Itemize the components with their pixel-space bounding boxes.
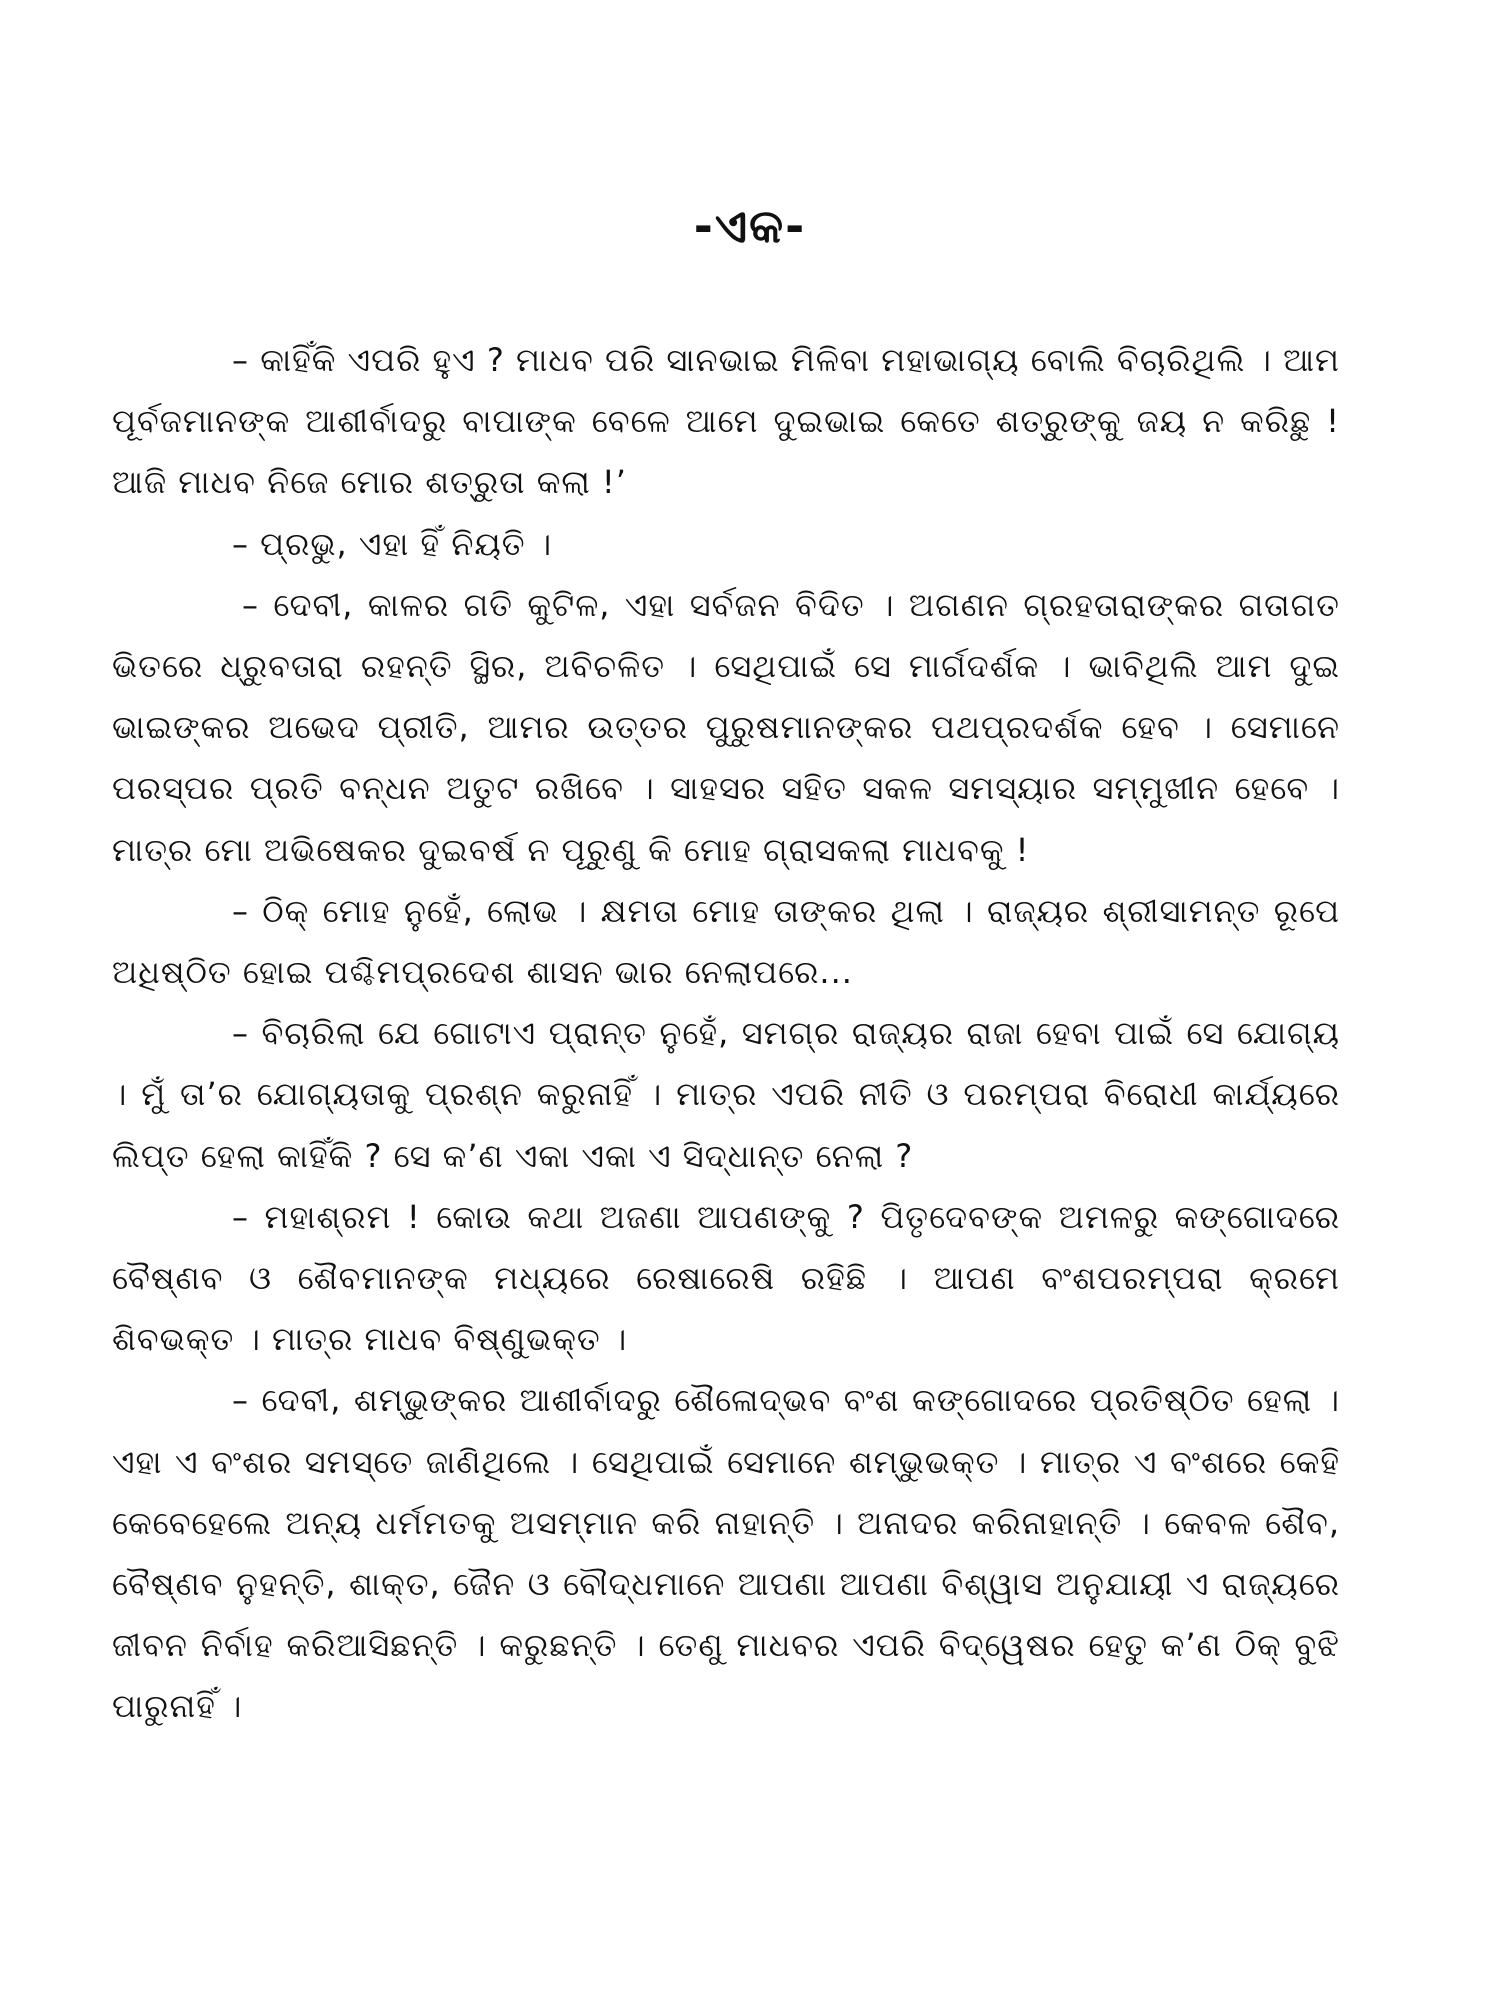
paragraph-5: – ବିଚାରିଲା ଯେ ଗୋଟାଏ ପ୍ରାନ୍ତ ନୁହେଁ, ସମଗ୍ର ରାଜ୍ୟର ରାଜା ହେବା ପାଇଁ ସେ ଯୋଗ୍ୟ । ମୁଁ ତା’ର ଯୋଗ୍ୟତାକୁ ପ୍ରଶ୍ନ କରୁନାହିଁ । ମାତ୍ର ଏପରି ନୀତି ଓ ପରମ୍ପରା ବିରୋଧୀ କାର୍ଯ୍ୟରେ ଲିପ୍ତ ହେଲା କାହିଁକି ? ସେ କ’ଣ ଏକା ଏକା ଏ ସିଦ୍ଧାନ୍ତ ନେଲା ? xyxy=(112,1014,1340,1175)
paragraph-3: – ଦେବୀ, କାଳର ଗତି କୁଟିଳ, ଏହା ସର୍ବଜନ ବିଦିତ । ଅଗଣନ ଗ୍ରହତାରାଙ୍କର ଗତାଗତ ଭିତରେ ଧ୍ରୁବତାରା ରହନ୍ତି ସ୍ଥିର, ଅବିଚଳିତ । ସେଥିପାଇଁ ସେ ମାର୍ଗଦର୍ଶକ । ଭାବିଥିଲି ଆମ ଦୁଇ ଭାଇଙ୍କର ଅଭେଦ ପ୍ରୀତି, ଆମର ଉତ୍ତର ପୁରୁଷମାନଙ୍କର ପଥପ୍ରଦର୍ଶକ ହେବ । ସେମାନେ ପରସ୍ପର ପ୍ରତି ବନ୍ଧନ ଅତୁଟ ରଖିବେ । ସାହସର ସହିତ ସକଳ ସମସ୍ୟାର ସମ୍ମୁଖୀନ ହେବେ । ମାତ୍ର ମୋ ଅଭିଷେକର ଦୁଇବର୍ଷ ନ ପୂରୁଣୁ କି ମୋହ ଗ୍ରାସକଲା ମାଧବକୁ ! xyxy=(112,585,1340,869)
chapter-heading: -ଏକ- xyxy=(693,199,807,253)
paragraph-4: – ଠିକ୍ ମୋହ ନୁହେଁ, ଲୋଭ । କ୍ଷମତା ମୋହ ତାଙ୍କର ଥିଲା । ରାଜ୍ୟର ଶ୍ରୀସାମନ୍ତ ରୂପେ ଅଧିଷ୍ଠିତ ହୋଇ ପଶ୍ଚିମପ୍ରଦେଶ ଶାସନ ଭାର ନେଲାପରେ... xyxy=(112,891,1340,992)
paragraph-7: – ଦେବୀ, ଶମ୍ଭୁଙ୍କର ଆଶୀର୍ବାଦରୁ ଶୈଳୋଦ୍ଭବ ବଂଶ କଙ୍ଗୋଦରେ ପ୍ରତିଷ୍ଠିତ ହେଲା । ଏହା ଏ ବଂଶର ସମସ୍ତେ ଜାଣିଥିଲେ । ସେଥିପାଇଁ ସେମାନେ ଶମ୍ଭୁଭକ୍ତ । ମାତ୍ର ଏ ବଂଶରେ କେହି କେବେହେଲେ ଅନ୍ୟ ଧର୍ମମତକୁ ଅସମ୍ମାନ କରି ନାହାନ୍ତି । ଅନାଦର କରିନାହାନ୍ତି । କେବଳ ଶୈବ, ବୈଷ୍ଣବ ନୁହନ୍ତି, ଶାକ୍ତ, ଜୈନ ଓ ବୌଦ୍ଧମାନେ ଆପଣା ଆପଣା ବିଶ୍ୱାସ ଅନୁଯାୟୀ ଏ ରାଜ୍ୟରେ ଜୀବନ ନିର୍ବାହ କରିଆସିଛନ୍ତି । କରୁଛନ୍ତି । ତେଣୁ ମାଧବର ଏପରି ବିଦ୍ୱେଷର ହେତୁ କ’ଣ ଠିକ୍ ବୁଝି ପାରୁନାହିଁ । xyxy=(112,1381,1340,1726)
paragraph-6: – ମହାଶ୍ରମ ! କୋଉ କଥା ଅଜଣା ଆପଣଙ୍କୁ ? ପିତୃଦେବଙ୍କ ଅମଳରୁ କଙ୍ଗୋଦରେ ବୈଷ୍ଣବ ଓ ଶୈବମାନଙ୍କ ମଧ୍ୟରେ ରେଷାରେଷି ରହିଛି । ଆପଣ ବଂଶପରମ୍ପରା କ୍ରମେ ଶିବଭକ୍ତ । ମାତ୍ର ମାଧବ ବିଷ୍ଣୁଭକ୍ତ । xyxy=(112,1197,1340,1359)
paragraph-2: – ପ୍ରଭୁ, ଏହା ହିଁ ନିୟତି । xyxy=(232,524,553,563)
paragraph-1: – କାହିଁକି ଏପରି ହୁଏ ? ମାଧବ ପରି ସାନଭାଇ ମିଳିବା ମହାଭାଗ୍ୟ ବୋଲି ବିଚାରିଥିଲି । ଆମ ପୂର୍ବଜମାନଙ୍କ ଆଶୀର୍ବାଦରୁ ବାପାଙ୍କ ବେଳେ ଆମେ ଦୁଇଭାଇ କେତେ ଶତ୍ରୁଙ୍କୁ ଜୟ ନ କରିଛୁ ! ଆଜି ମାଧବ ନିଜେ ମୋର ଶତ୍ରୁତା କଲା !’ xyxy=(112,341,1340,502)
body-text xyxy=(112,330,1340,1738)
